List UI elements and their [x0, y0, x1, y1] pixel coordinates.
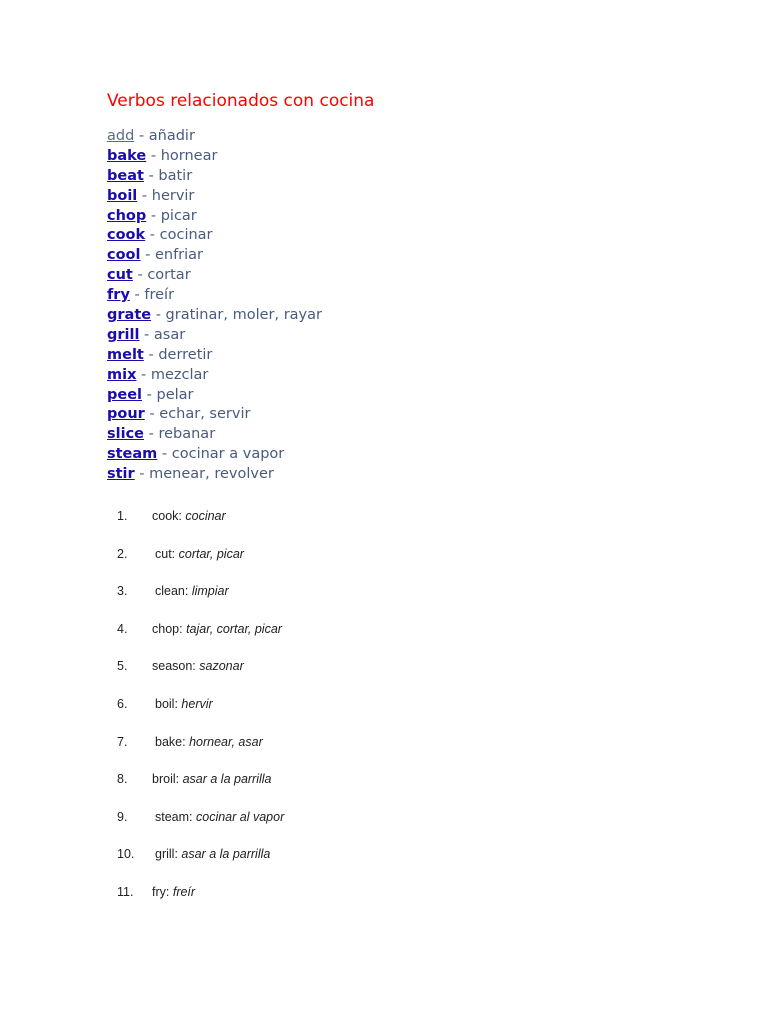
- numbered-item: [117, 619, 284, 657]
- numbered-item: [117, 769, 284, 807]
- vocab-separator: -: [140, 247, 155, 264]
- vocab-meaning: mezclar: [150, 366, 209, 383]
- vocab-meaning: cocinar a vapor: [171, 446, 285, 463]
- vocab-item: [107, 286, 322, 306]
- vocab-term-link[interactable]: peel: [107, 386, 143, 403]
- vocab-meaning: cortar: [147, 267, 191, 284]
- item-number: 3.: [117, 584, 128, 599]
- vocab-item: [107, 266, 322, 286]
- item-spanish: limpiar: [191, 584, 229, 599]
- vocab-term-link[interactable]: bake: [107, 147, 147, 164]
- item-english: chop:: [152, 621, 183, 636]
- vocab-term-link[interactable]: boil: [107, 187, 138, 204]
- vocab-term-link[interactable]: cut: [107, 267, 133, 284]
- item-english: grill:: [155, 847, 178, 862]
- vocab-meaning: menear, revolver: [149, 466, 274, 483]
- vocab-term-link[interactable]: slice: [107, 426, 145, 443]
- item-number: 1.: [117, 509, 128, 523]
- item-spanish: freír: [172, 884, 196, 899]
- vocab-separator: -: [143, 167, 159, 184]
- vocab-separator: -: [151, 307, 166, 324]
- vocab-item: [107, 366, 322, 386]
- item-number: 11.: [117, 884, 134, 899]
- numbered-item: [117, 844, 284, 882]
- item-number: 8.: [117, 772, 128, 787]
- vocab-item: [107, 226, 322, 246]
- vocab-item: [107, 386, 322, 406]
- vocab-separator: -: [134, 128, 149, 144]
- vocab-separator: -: [134, 466, 150, 483]
- vocab-item: [107, 207, 322, 227]
- vocab-item: [107, 445, 322, 465]
- numbered-verb-list: [117, 506, 284, 920]
- vocab-item: [107, 147, 322, 167]
- item-english: fry:: [152, 884, 170, 899]
- vocab-term-link[interactable]: fry: [107, 287, 130, 304]
- vocab-separator: -: [139, 326, 154, 343]
- item-number: 10.: [117, 847, 135, 862]
- item-number: 9.: [117, 809, 128, 824]
- item-number: 6.: [117, 696, 128, 711]
- item-english: clean:: [155, 584, 189, 599]
- item-spanish: cocinar: [185, 509, 226, 523]
- vocab-meaning: añadir: [148, 128, 195, 144]
- vocab-item: [107, 465, 322, 485]
- vocab-item: [107, 425, 322, 445]
- vocab-meaning: rebanar: [158, 426, 216, 443]
- numbered-item: [117, 882, 284, 920]
- vocab-separator: -: [137, 187, 152, 204]
- vocab-term-link[interactable]: steam: [107, 446, 158, 463]
- vocab-item: [107, 127, 322, 147]
- numbered-item: [117, 732, 284, 770]
- numbered-item: [117, 807, 284, 845]
- vocab-item: [107, 187, 322, 207]
- vocab-term-link[interactable]: cook: [107, 227, 146, 244]
- vocab-term-link[interactable]: pour: [107, 406, 145, 423]
- numbered-item: [117, 544, 284, 582]
- vocab-item: [107, 405, 322, 425]
- vocab-term-link[interactable]: grate: [107, 307, 152, 324]
- vocab-separator: -: [157, 446, 172, 463]
- item-english: cut:: [155, 546, 176, 561]
- vocab-term-link[interactable]: melt: [107, 346, 144, 363]
- vocab-term-link[interactable]: add: [107, 128, 135, 144]
- vocab-item: [107, 306, 322, 326]
- vocab-meaning: cocinar: [159, 227, 213, 244]
- item-english: season:: [152, 659, 196, 674]
- item-spanish: tajar, cortar, picar: [186, 621, 282, 636]
- item-spanish: cocinar al vapor: [196, 809, 285, 824]
- vocab-meaning: derretir: [158, 346, 213, 363]
- vocab-meaning: asar: [153, 326, 186, 343]
- item-english: bake:: [155, 734, 186, 749]
- numbered-item: [117, 506, 284, 544]
- vocab-term-link[interactable]: grill: [107, 326, 140, 343]
- item-english: boil:: [155, 696, 178, 711]
- item-spanish: cortar, picar: [178, 546, 244, 561]
- item-number: 5.: [117, 659, 128, 674]
- item-spanish: asar a la parrilla: [182, 772, 272, 787]
- vocab-meaning: picar: [160, 207, 197, 224]
- numbered-item: [117, 656, 284, 694]
- vocab-meaning: enfriar: [154, 247, 204, 264]
- page-title: Verbos relacionados con cocina: [107, 91, 375, 111]
- vocab-separator: -: [146, 147, 161, 164]
- vocab-item: [107, 326, 322, 346]
- vocab-separator: -: [146, 207, 161, 224]
- numbered-item: [117, 581, 284, 619]
- vocab-term-link[interactable]: mix: [107, 366, 137, 383]
- item-spanish: hervir: [181, 696, 213, 711]
- vocab-separator: -: [144, 426, 159, 443]
- vocab-meaning: echar, servir: [159, 406, 251, 423]
- vocab-separator: -: [142, 386, 157, 403]
- vocab-separator: -: [143, 346, 159, 363]
- vocab-meaning: hornear: [160, 147, 218, 164]
- vocab-meaning: freír: [144, 287, 175, 304]
- numbered-item: [117, 694, 284, 732]
- vocab-meaning: gratinar, moler, rayar: [165, 307, 322, 324]
- item-spanish: asar a la parrilla: [181, 847, 271, 862]
- vocab-term-link[interactable]: cool: [107, 247, 141, 264]
- item-english: steam:: [155, 809, 193, 824]
- item-number: 7.: [117, 734, 128, 749]
- vocab-meaning: pelar: [156, 386, 194, 403]
- vocab-item: [107, 167, 322, 187]
- vocab-separator: -: [145, 227, 160, 244]
- item-number: 4.: [117, 621, 128, 636]
- vocab-term-link[interactable]: stir: [107, 466, 135, 483]
- vocab-separator: -: [136, 366, 151, 383]
- vocab-term-link[interactable]: chop: [107, 207, 147, 224]
- vocab-item: [107, 246, 322, 266]
- vocab-item: [107, 346, 322, 366]
- vocab-separator: -: [129, 287, 145, 304]
- vocab-meaning: batir: [158, 167, 193, 184]
- vocab-term-link[interactable]: beat: [107, 167, 144, 184]
- item-number: 2.: [117, 546, 128, 561]
- item-spanish: hornear, asar: [189, 734, 263, 749]
- vocab-separator: -: [132, 267, 148, 284]
- vocab-separator: -: [144, 406, 160, 423]
- item-spanish: sazonar: [199, 659, 244, 674]
- item-english: broil:: [152, 772, 180, 787]
- vocab-meaning: hervir: [151, 187, 195, 204]
- vocabulary-list: [107, 127, 322, 485]
- item-english: cook:: [152, 509, 182, 523]
